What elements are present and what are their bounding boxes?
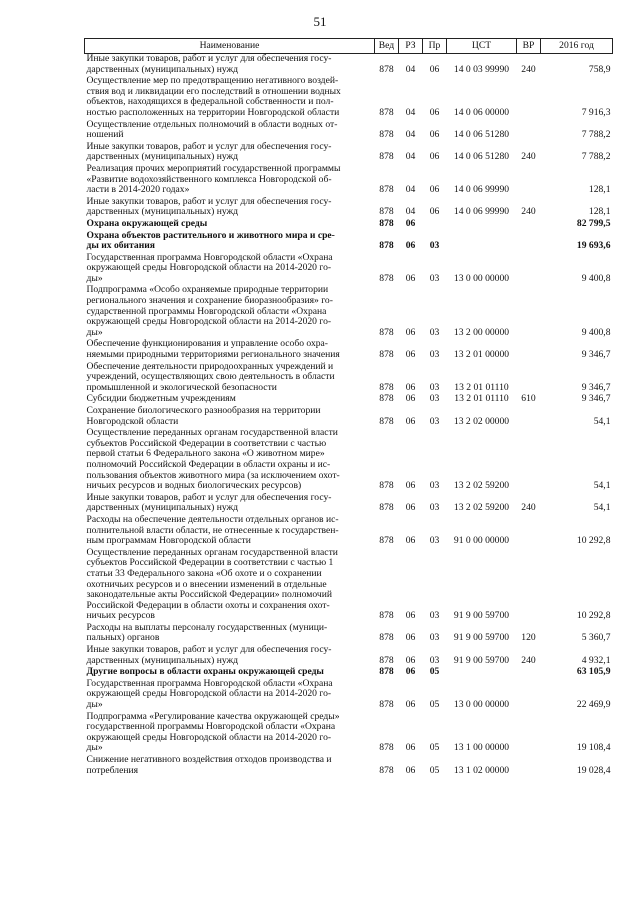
row-ved: 878	[379, 610, 394, 622]
row-name: Иные закупки товаров, работ и услуг для обеспечения госу- дарственных (муниципальных) нужд	[86, 644, 332, 666]
row-pr: 05	[429, 666, 440, 678]
row-name: Осуществление переданных органам государственной власти субъектов Российской Федерации в соответствии с частью первой статьи 6 Федерального закона «О животном мире» полномочий Российской Федерации в области охраны и ис- пользования объектов животного мира (за исключением охот- ничьих ресурсов и водных биологических ресурсов)	[86, 427, 340, 492]
table-row	[85, 120, 613, 142]
table-row	[85, 219, 613, 231]
row-amount: 128,1	[588, 184, 611, 196]
row-cst	[447, 667, 517, 679]
row-ved: 878	[379, 217, 394, 229]
row-ved: 878	[379, 535, 394, 547]
header-name: Наименование	[85, 39, 375, 54]
row-amount: 22 469,9	[576, 699, 611, 711]
table-row	[85, 679, 613, 712]
row-amount: 128,1	[588, 206, 611, 218]
table-row	[85, 76, 613, 119]
row-cst: 13 2 02 59200	[453, 502, 510, 514]
row-name: Иные закупки товаров, работ и услуг для обеспечения госу- дарственных (муниципальных) нужд	[86, 491, 332, 514]
row-pr: 05	[429, 764, 440, 776]
row-rz: 06	[405, 480, 416, 492]
row-amount: 19 028,4	[576, 764, 611, 776]
table-row	[85, 231, 613, 253]
row-pr: 03	[429, 415, 440, 427]
row-pr: 06	[429, 63, 440, 75]
row-cst: 91 9 00 59700	[453, 654, 510, 666]
table-row	[85, 362, 613, 395]
table-row	[85, 623, 613, 645]
row-pr: 03	[429, 632, 440, 644]
row-amount: 9 346,7	[581, 381, 611, 393]
row-ved: 878	[379, 349, 394, 361]
row-cst: 91 0 00 00000	[453, 535, 510, 547]
row-vr	[517, 120, 541, 142]
row-vr	[517, 548, 541, 623]
row-ved: 878	[379, 381, 394, 393]
table-row	[85, 493, 613, 515]
row-amount: 4 932,1	[581, 654, 611, 666]
table-row	[85, 142, 613, 164]
row-rz: 06	[405, 240, 416, 252]
row-ved: 878	[379, 480, 394, 492]
row-vr: 240	[521, 206, 536, 218]
row-vr	[517, 667, 541, 679]
row-rz: 04	[405, 129, 416, 141]
row-amount: 82 799,5	[576, 217, 611, 229]
row-rz: 06	[405, 415, 416, 427]
row-name: Субсидии бюджетным учреждениям	[86, 393, 236, 405]
row-vr	[517, 428, 541, 493]
header-year: 2016 год	[541, 39, 613, 54]
row-rz: 06	[405, 393, 416, 405]
row-pr: 03	[429, 349, 440, 361]
row-name: Осуществление мер по предотвращению негативного воздей- ствия вод и ликвидации его последствий в отношении водных объектов, находящихся в федеральной собственности и пол- ностью расположенных на территории Новгородской области	[86, 75, 341, 118]
row-pr: 03	[429, 272, 440, 284]
row-ved: 878	[379, 632, 394, 644]
row-pr: 03	[429, 502, 440, 514]
row-vr: 240	[521, 63, 536, 75]
row-amount: 63 105,9	[576, 666, 611, 678]
row-cst: 14 0 03 99990	[453, 63, 510, 75]
row-rz: 06	[405, 742, 416, 754]
row-amount: 7 788,2	[581, 151, 611, 163]
row-rz: 04	[405, 63, 416, 75]
row-rz: 06	[405, 502, 416, 514]
row-cst	[447, 231, 517, 253]
row-cst: 13 2 01 00000	[453, 349, 510, 361]
row-ved: 878	[379, 393, 394, 405]
row-vr: 120	[521, 632, 536, 644]
row-amount: 5 360,7	[581, 632, 611, 644]
row-name: Расходы на выплаты персоналу государственных (муници- пальных) органов	[86, 621, 328, 644]
header-cst: ЦСТ	[447, 39, 517, 54]
row-amount: 19 108,4	[576, 742, 611, 754]
row-vr	[517, 164, 541, 197]
header-rz: РЗ	[399, 39, 423, 54]
row-vr: 240	[521, 654, 536, 666]
table-row	[85, 285, 613, 339]
row-name: Подпрограмма «Особо охраняемые природные территории регионального значения и сохранение биоразнообразия» го- сударственной программы Новгородской области «Охрана окружающей среды Новгородской области на 2014-2020 го- ды»	[86, 284, 333, 338]
row-ved: 878	[379, 129, 394, 141]
row-vr	[517, 712, 541, 755]
table-row	[85, 197, 613, 219]
row-rz: 04	[405, 206, 416, 218]
row-ved: 878	[379, 272, 394, 284]
row-rz: 06	[405, 326, 416, 338]
row-pr: 05	[429, 699, 440, 711]
row-rz: 06	[405, 654, 416, 666]
row-cst: 13 0 00 00000	[453, 272, 510, 284]
row-cst: 13 2 01 01110	[454, 393, 509, 405]
row-ved: 878	[379, 106, 394, 118]
row-amount: 54,1	[593, 480, 611, 492]
row-vr	[517, 515, 541, 548]
row-cst: 91 9 00 59700	[453, 632, 510, 644]
row-pr: 03	[429, 393, 440, 405]
row-cst: 13 0 00 00000	[453, 699, 510, 711]
row-vr	[517, 679, 541, 712]
row-pr: 06	[429, 206, 440, 218]
row-vr	[517, 755, 541, 777]
row-name: Осуществление переданных органам государственной власти субъектов Российской Федерации в соответствии с частью 1 статьи 33 Федерального закона «Об охоте и о сохранении охотничьих ресурсов и о внесении изменений в отдельные законодательные акты Российской Федерации» полномочий Российской Федерации в области охоты и сохранения охот- ничьих ресурсов	[86, 546, 338, 622]
row-name: Реализация прочих мероприятий государственной программы «Развитие водохозяйственного комплекса Новгородской об- ласти в 2014-2020 годах»	[86, 162, 341, 196]
row-cst: 14 0 06 99990	[453, 206, 510, 218]
row-vr	[517, 231, 541, 253]
row-cst: 14 0 06 51280	[453, 129, 510, 141]
row-pr: 03	[429, 654, 440, 666]
row-rz: 06	[405, 610, 416, 622]
row-rz: 06	[405, 381, 416, 393]
header-pr: Пр	[423, 39, 447, 54]
row-pr	[423, 219, 447, 231]
row-pr: 03	[429, 326, 440, 338]
row-name: Иные закупки товаров, работ и услуг для обеспечения госу- дарственных (муниципальных) нужд	[86, 140, 332, 163]
row-amount: 7 916,3	[581, 106, 611, 118]
row-amount: 9 346,7	[581, 393, 611, 405]
row-rz: 06	[405, 217, 416, 229]
table-row	[85, 515, 613, 548]
row-vr	[517, 253, 541, 286]
table-row	[85, 339, 613, 361]
row-name: Подпрограмма «Регулирование качества окружающей среды» государственной программы Новгородской области «Охрана окружающей среды Новгородской области на 2014-2020 го- ды»	[86, 710, 340, 754]
row-name: Снижение негативного воздействия отходов производства и потребления	[86, 754, 332, 776]
row-ved: 878	[379, 240, 394, 252]
row-vr	[517, 406, 541, 428]
row-rz: 06	[405, 272, 416, 284]
row-amount: 9 346,7	[581, 349, 611, 361]
row-pr: 05	[429, 742, 440, 754]
row-name: Расходы на обеспечение деятельности отдельных органов ис- полнительной власти области, не отнесенные к государствен- ным программам Новгородской области	[86, 513, 339, 547]
row-name: Охрана объектов растительного и животного мира и сре- ды их обитания	[86, 229, 335, 252]
table-row	[85, 428, 613, 493]
row-ved: 878	[379, 742, 394, 754]
row-ved: 878	[379, 415, 394, 427]
row-name: Государственная программа Новгородской области «Охрана окружающей среды Новгородской области на 2014-2020 го- ды»	[86, 677, 333, 711]
table-row	[85, 164, 613, 197]
row-amount: 9 400,8	[581, 326, 611, 338]
row-ved: 878	[379, 666, 394, 678]
row-ved: 878	[379, 326, 394, 338]
row-vr	[517, 76, 541, 119]
row-name: Иные закупки товаров, работ и услуг для обеспечения госу- дарственных (муниципальных) нужд	[86, 53, 332, 75]
row-ved: 878	[379, 654, 394, 666]
row-rz: 06	[405, 764, 416, 776]
row-ved: 878	[379, 151, 394, 163]
budget-table	[84, 38, 613, 777]
row-vr: 240	[521, 151, 536, 163]
row-cst: 13 1 02 00000	[453, 764, 510, 776]
row-amount: 19 693,6	[576, 240, 611, 252]
row-pr: 03	[429, 535, 440, 547]
row-rz: 04	[405, 106, 416, 118]
row-ved: 878	[379, 206, 394, 218]
row-pr: 03	[429, 610, 440, 622]
table-row	[85, 54, 613, 77]
row-vr	[517, 285, 541, 339]
row-rz: 06	[405, 632, 416, 644]
table-row	[85, 755, 613, 777]
row-cst: 13 1 00 00000	[453, 742, 510, 754]
row-amount: 7 788,2	[581, 129, 611, 141]
row-cst: 14 0 06 51280	[453, 151, 510, 163]
row-vr	[517, 362, 541, 395]
row-pr: 06	[429, 106, 440, 118]
row-amount: 9 400,8	[581, 272, 611, 284]
row-amount: 54,1	[593, 502, 611, 514]
row-name: Государственная программа Новгородской области «Охрана окружающей среды Новгородской области на 2014-2020 го- ды»	[86, 251, 333, 284]
row-rz: 04	[405, 151, 416, 163]
row-ved: 878	[379, 502, 394, 514]
table-row	[85, 548, 613, 623]
table-row	[85, 645, 613, 667]
row-name: Сохранение биологического разнообразия на территории Новгородской области	[86, 405, 321, 427]
row-name: Обеспечение функционирования и управление особо охра- няемыми природными территориями регионального значения	[86, 338, 340, 361]
page-number: 51	[313, 14, 327, 29]
row-vr: 610	[521, 393, 536, 405]
row-pr: 06	[429, 129, 440, 141]
row-vr: 240	[521, 502, 536, 514]
table-header-row	[85, 39, 613, 54]
row-cst: 91 9 00 59700	[453, 610, 510, 622]
table-row	[85, 406, 613, 428]
row-vr	[517, 339, 541, 361]
row-ved: 878	[379, 63, 394, 75]
row-cst: 13 2 01 01110	[454, 381, 509, 393]
row-vr	[517, 219, 541, 231]
header-vr: ВР	[517, 39, 541, 54]
row-pr: 06	[429, 184, 440, 196]
row-cst: 14 0 06 99990	[453, 184, 510, 196]
row-rz: 06	[405, 349, 416, 361]
header-ved: Вед	[375, 39, 399, 54]
row-ved: 878	[379, 699, 394, 711]
row-rz: 06	[405, 535, 416, 547]
row-amount: 54,1	[593, 415, 611, 427]
row-cst: 13 2 02 00000	[453, 415, 510, 427]
row-name: Другие вопросы в области охраны окружающей среды	[86, 666, 324, 678]
row-cst	[447, 219, 517, 231]
row-amount: 10 292,8	[576, 535, 611, 547]
table-row	[85, 712, 613, 755]
row-rz: 06	[405, 666, 416, 678]
row-pr: 03	[429, 480, 440, 492]
row-cst: 14 0 06 00000	[453, 106, 510, 118]
table-row	[85, 253, 613, 286]
row-ved: 878	[379, 184, 394, 196]
row-cst: 13 2 02 59200	[453, 480, 510, 492]
row-name: Охрана окружающей среды	[86, 217, 208, 229]
row-name: Обеспечение деятельности природоохранных учреждений и учреждений, осуществляющих свою деятельность в области промышленной и экологической безопасности	[86, 360, 335, 393]
row-cst: 13 2 00 00000	[453, 326, 510, 338]
row-ved: 878	[379, 764, 394, 776]
row-name: Осуществление отдельных полномочий в области водных от- ношений	[86, 118, 338, 141]
row-pr: 06	[429, 151, 440, 163]
row-pr: 03	[429, 240, 440, 252]
row-rz: 06	[405, 699, 416, 711]
row-pr: 03	[429, 381, 440, 393]
row-name: Иные закупки товаров, работ и услуг для обеспечения госу- дарственных (муниципальных) нужд	[86, 195, 332, 218]
row-amount: 10 292,8	[576, 610, 611, 622]
row-amount: 758,9	[588, 63, 611, 75]
row-rz: 04	[405, 184, 416, 196]
